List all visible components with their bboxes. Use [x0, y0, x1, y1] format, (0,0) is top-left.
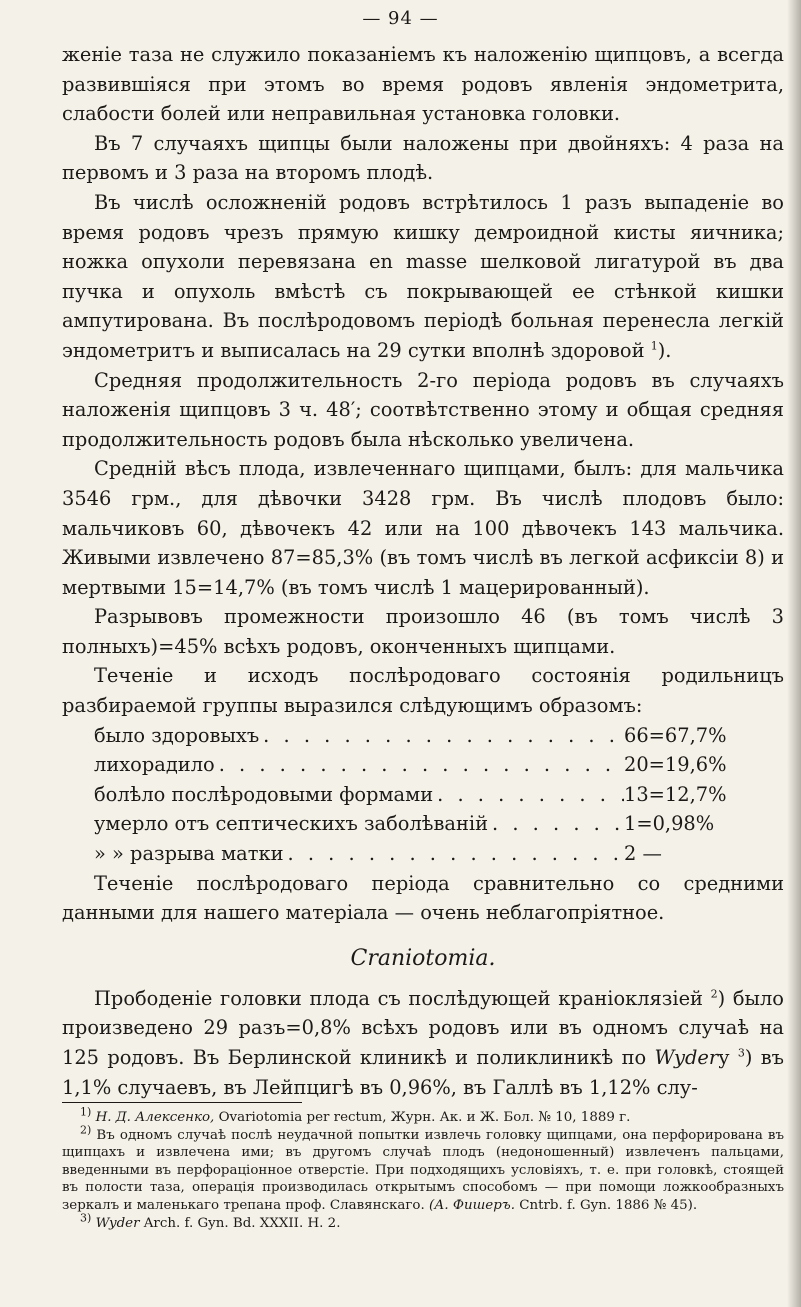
paragraph-7: Теченіе и исходъ послѣродоваго состоянія родильницъ разбираемой группы выразился слѣдующимъ образомъ: — [62, 664, 784, 718]
page-edge-shadow — [787, 0, 801, 1307]
footnote-1 — [62, 1105, 784, 1127]
footnote-ref-2: 2 — [710, 987, 718, 1001]
section-text-c: въ 1,1% случаевъ, въ Лейпцигѣ въ 0,96%, въ Галлѣ въ 1,12% слу- — [62, 1046, 784, 1099]
leader-dots — [284, 839, 624, 869]
outcome-value: 66=67,7% — [624, 723, 727, 747]
outcome-label: умерло отъ септическихъ заболѣваній — [94, 812, 489, 836]
footnote-text: Ovariotomia per rectum, Журн. Ак. и Ж. Бол. № 10, 1889 г. — [218, 1110, 631, 1125]
footnote-3 — [62, 1211, 784, 1233]
footnote-text: Arch. f. Gyn. Bd. XXXII. H. 2. — [143, 1215, 341, 1231]
section-text-a: Прободеніе головки плода съ послѣдующей краніоклязіей — [94, 986, 703, 1010]
section-text-b: было произведено 29 разъ=0,8% всѣхъ родовъ или въ одномъ случаѣ на 125 родовъ. Въ Берлинской клиникѣ и поликлиникѣ по — [62, 986, 784, 1069]
outcome-value: 1=0,98% — [624, 812, 715, 836]
outcome-value: 2 — — [624, 842, 662, 866]
footnote-author: Н. Д. Алексенко, — [95, 1110, 215, 1125]
paragraph-3: Въ числѣ осложненій родовъ встрѣтилось 1 разъ выпаденіе во время родовъ чрезъ прямую кишку демроидной кисты яичника; ножка опухоли перевязана en masse шелковой лигатурой въ два пучка и опухоль вмѣстѣ съ покрывающей ее стѣнкой кишки ампутирована. Въ послѣродовомъ періодѣ больная перенесла легкій эндометритъ и выписалась на 29 сутки вполнѣ здоровой $^1$). — [62, 190, 784, 362]
paragraph-2: Въ 7 случаяхъ щипцы были наложены при двойняхъ: 4 раза на первомъ и 3 раза на второмъ плодѣ. — [62, 131, 784, 185]
footnote-ref-3: 3 — [737, 1046, 745, 1060]
outcome-label: » » разрыва матки — [94, 842, 284, 866]
leader-dots — [433, 780, 624, 810]
footnote-mark: 2) — [80, 1123, 92, 1137]
paragraph-5: Средній вѣсъ плода, извлеченнаго щипцами, былъ: для мальчика 3546 грм., для дѣвочки 3428 грм. Въ числѣ плодовъ было: мальчиковъ 60, дѣвочекъ 42 или на 100 дѣвочекъ 143 мальчика. Живыми извлечено 87=85,3% (въ томъ числѣ въ легкой асфиксіи 8) и мертвыми 15=14,7% (въ томъ числѣ 1 мацерированный). — [62, 457, 784, 599]
footnote-mark: 3) — [80, 1211, 92, 1225]
outcome-label: болѣло послѣродовыми формами — [94, 782, 434, 806]
paragraph-3-end: . — [665, 338, 672, 362]
leader-dots — [259, 721, 624, 751]
outcome-row — [94, 750, 784, 780]
footnote-author: (А. Фишеръ. — [428, 1197, 515, 1213]
outcome-label: лихорадило — [94, 753, 215, 777]
outcome-value: 13=12,7% — [624, 782, 727, 806]
outcome-value: 20=19,6% — [624, 753, 727, 777]
paragraph-3-text: Въ числѣ осложненій родовъ встрѣтилось 1 разъ выпаденіе во время родовъ чрезъ прямую кишку демроидной кисты яичника; ножка опухоли перевязана en masse шелковой лигатурой въ два пучка и опухоль вмѣстѣ съ покрывающей ее стѣнкой кишки ампутирована. Въ послѣродовомъ періодѣ больная перенесла легкій эндометритъ и выписалась на 29 сутки вполнѣ здоровой — [62, 190, 784, 362]
footnote-text: Въ одномъ случаѣ послѣ неудачной попытки извлечь головку щипцами, она перфорирована въ щипцахъ и извлечена ими; въ другомъ случаѣ плодъ (недоношенный) извлеченъ пальцами, введенными въ перфораціонное отверстіе. При подходящихъ условіяхъ, т. е. при головкѣ, стоящей въ полости таза, операція производилась открытымъ способомъ — при помощи ложкообразныхъ зеркалъ и маленькаго трепана проф. Славянскаго. — [62, 1127, 784, 1213]
author-suffix: у — [718, 1046, 730, 1069]
section-title: Craniotomia. — [350, 945, 496, 971]
paragraph-1: женіе таза не служило показаніемъ къ наложенію щипцовъ, а всегда развившіяся при этомъ во время родовъ явленія эндометрита, слабости болей или неправильная установка головки. — [62, 43, 784, 126]
outcome-label: было здоровыхъ — [94, 723, 260, 747]
paragraph-6: Разрывовъ промежности произошло 46 (въ томъ числѣ 3 полныхъ)=45% всѣхъ родовъ, оконченныхъ щипцами. — [62, 605, 784, 658]
outcome-row — [94, 809, 784, 839]
paragraph-8: Теченіе послѣродоваго періода сравнительно со средними данными для нашего матеріала — очень неблагопріятное. — [62, 871, 784, 925]
footnote-ref-1: 1 — [650, 339, 658, 353]
footnotes — [62, 1102, 784, 1232]
footnote-author: Wyder — [95, 1215, 140, 1231]
footnote-rule — [62, 1102, 302, 1103]
leader-dots — [488, 809, 624, 839]
outcome-row — [94, 721, 784, 751]
footnote-mark: 1) — [80, 1105, 92, 1119]
footnote-text: Cntrb. f. Gyn. 1886 № 45). — [519, 1197, 698, 1213]
page-number: — 94 — — [362, 8, 439, 29]
leader-dots — [215, 750, 624, 780]
section-paragraph: Прободеніе головки плода съ послѣдующей краніоклязіей $^2$) было произведено 29 разъ=0,8% всѣхъ родовъ или въ одномъ случаѣ на 125 родовъ. Въ Берлинской клиникѣ и поликлиникѣ по Wyderу $^3$) въ 1,1% случаевъ, въ Лейпцигѣ въ 0,96%, въ Галлѣ въ 1,12% слу- — [62, 986, 784, 1099]
outcome-row — [94, 839, 784, 869]
author-name: Wyder — [654, 1046, 719, 1069]
outcome-list — [94, 721, 784, 869]
main-text — [62, 40, 784, 1102]
paragraph-4: Средняя продолжительность 2-го періода родовъ въ случаяхъ наложенія щипцовъ 3 ч. 48′; соотвѣтственно этому и общая средняя продолжительность родовъ была нѣсколько увеличена. — [62, 368, 784, 451]
outcome-row — [94, 780, 784, 810]
footnote-2 — [62, 1123, 784, 1215]
